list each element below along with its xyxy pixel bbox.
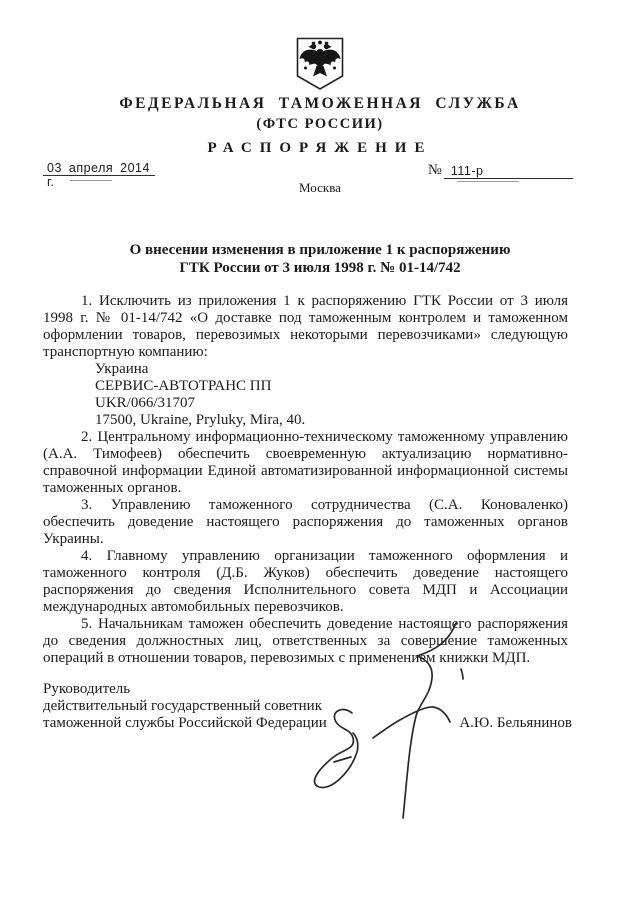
org-name: ФЕДЕРАЛЬНАЯ ТАМОЖЕННАЯ СЛУЖБА [119, 95, 521, 112]
signer-position-line-2: действительный государственный советник [43, 698, 323, 714]
number-group [428, 161, 573, 176]
signer-position-line-3: таможенной службы Российской Федерации [43, 715, 327, 731]
org-abbreviation: (ФТС РОССИИ) [256, 116, 384, 132]
company-block [43, 361, 568, 429]
document-title [0, 241, 640, 277]
paragraph-3: 3. Управлению таможенного сотрудничества (С.А. Коноваленко) обеспечить доведение настоящего распоряжения до таможенных органов Украины. [43, 497, 568, 547]
company-line-name: СЕРВИС-АВТОТРАНС ПП [95, 378, 272, 394]
city-label: Москва [299, 180, 341, 195]
company-line-code: UKR/066/31707 [95, 395, 196, 411]
scan-artifact [70, 180, 112, 181]
signer-position-line-1: Руководитель [43, 681, 131, 697]
paragraph-4: 4. Главному управлению организации таможенного оформления и таможенного контроля (Д.Б. Жуков) обеспечить доведение настоящего распоряжения до сведения Исполнительного совета МДП и Ассоциации международных автомобильных перевозчиков. [43, 548, 568, 615]
paragraph-1: 1. Исключить из приложения 1 к распоряжению ГТК России от 3 июля 1998 г. № 01-14/742 «О доставке под таможенным контролем и таможенном оформлении товаров, перевозимых некоторыми перевозчиками» следующую транспортную компанию: [43, 293, 568, 360]
date-field: 03 апреля 2014 г. [43, 161, 155, 176]
company-line-address: 17500, Ukraine, Pryluky, Mira, 40. [95, 412, 306, 428]
document-title-line-2: ГТК России от 3 июля 1998 г. № 01-14/742 [179, 260, 461, 276]
emblem-container [0, 37, 640, 91]
paragraph-5: 5. Начальникам таможен обеспечить доведение настоящего распоряжения до сведения должностных лиц, ответственных за совершение таможенных операций в отношении товаров, перевозимых с применением книжки МДП. [43, 616, 568, 666]
signer-position [43, 681, 327, 732]
paragraph-2: 2. Центральному информационно-техническому таможенному управлению (А.А. Тимофеев) обеспечить своевременную актуализацию нормативно-справочной информации Единой автоматизированной информационной системы таможенных органов. [43, 429, 568, 496]
document-body [43, 293, 568, 667]
signer-name: А.Ю. Бельянинов [459, 715, 572, 731]
number-sign: № [428, 162, 442, 178]
document-type-heading: РАСПОРЯЖЕНИЕ [207, 140, 433, 156]
coat-of-arms-icon [296, 37, 344, 91]
number-field: 111-р [444, 164, 573, 179]
company-line-country: Украина [95, 361, 149, 377]
document-title-line-1: О внесении изменения в приложение 1 к распоряжению [129, 242, 511, 258]
signature-block [43, 681, 572, 732]
scan-artifact [457, 181, 519, 182]
